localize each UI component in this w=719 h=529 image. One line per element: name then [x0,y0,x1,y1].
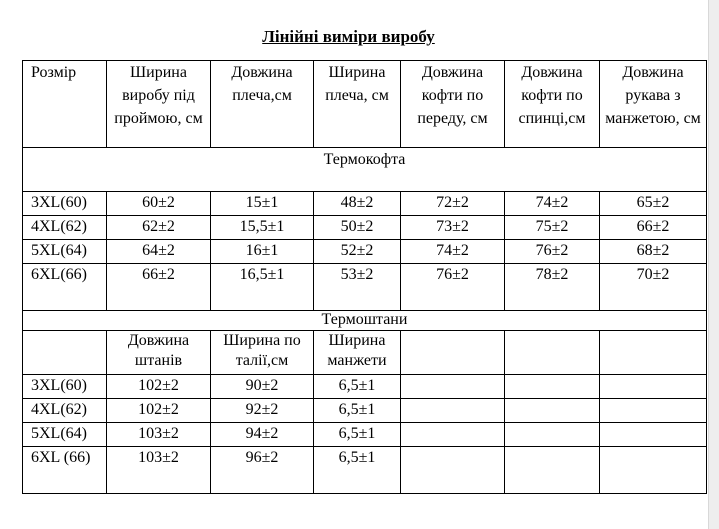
value-cell: 76±2 [505,240,600,264]
section-title-bottom: Термоштани [23,311,707,331]
table-row [23,264,707,311]
table-row [23,399,707,423]
value-cell: 103±2 [107,447,211,494]
value-cell: 6,5±1 [314,399,401,423]
size-cell: 3XL(60) [23,192,107,216]
value-cell: 66±2 [107,264,211,311]
value-cell: 102±2 [107,399,211,423]
empty-cell [505,423,600,447]
table-row [23,423,707,447]
value-cell: 66±2 [600,216,707,240]
table-row [23,216,707,240]
empty-cell [505,399,600,423]
size-cell: 5XL(64) [23,423,107,447]
empty-cell [505,331,600,375]
header-pants-length: Довжина штанів [107,331,211,375]
size-cell: 6XL(66) [23,264,107,311]
header-cuff-width: Ширина манжети [314,331,401,375]
value-cell: 65±2 [600,192,707,216]
value-cell: 68±2 [600,240,707,264]
empty-cell [600,399,707,423]
value-cell: 6,5±1 [314,423,401,447]
header-product-width: Ширина виробу під проймою, см [107,61,211,148]
empty-cell [401,423,505,447]
empty-cell [401,399,505,423]
header-waist-width: Ширина по талії,см [211,331,314,375]
table-row [23,447,707,494]
value-cell: 74±2 [401,240,505,264]
empty-cell [600,375,707,399]
value-cell: 72±2 [401,192,505,216]
value-cell: 75±2 [505,216,600,240]
header-shoulder-width: Ширина плеча, см [314,61,401,148]
value-cell: 60±2 [107,192,211,216]
size-cell: 3XL(60) [23,375,107,399]
value-cell: 96±2 [211,447,314,494]
section-row-top [23,148,707,192]
value-cell: 6,5±1 [314,447,401,494]
size-cell: 4XL(62) [23,216,107,240]
value-cell: 48±2 [314,192,401,216]
document-title: Лінійні виміри виробу [262,27,435,46]
value-cell: 92±2 [211,399,314,423]
header-sleeve-length: Довжина рукава з манжетою, см [600,61,707,148]
value-cell: 50±2 [314,216,401,240]
table-header-row [23,61,707,148]
size-cell: 5XL(64) [23,240,107,264]
value-cell: 64±2 [107,240,211,264]
empty-cell [401,375,505,399]
table-subheader-row [23,331,707,375]
value-cell: 76±2 [401,264,505,311]
section-title-top: Термокофта [23,148,707,192]
window-edge [708,0,719,529]
empty-cell [600,423,707,447]
value-cell: 102±2 [107,375,211,399]
header-front-length: Довжина кофти по переду, см [401,61,505,148]
empty-cell [600,447,707,494]
size-cell: 4XL(62) [23,399,107,423]
value-cell: 53±2 [314,264,401,311]
empty-cell [401,331,505,375]
value-cell: 90±2 [211,375,314,399]
table-row [23,240,707,264]
value-cell: 15±1 [211,192,314,216]
header-size: Розмір [23,61,107,148]
size-cell: 6XL (66) [23,447,107,494]
value-cell: 16,5±1 [211,264,314,311]
value-cell: 52±2 [314,240,401,264]
empty-cell [23,331,107,375]
value-cell: 78±2 [505,264,600,311]
table-row [23,375,707,399]
value-cell: 16±1 [211,240,314,264]
value-cell: 94±2 [211,423,314,447]
empty-cell [600,331,707,375]
empty-cell [505,447,600,494]
value-cell: 74±2 [505,192,600,216]
value-cell: 62±2 [107,216,211,240]
table-row [23,192,707,216]
header-shoulder-length: Довжина плеча,см [211,61,314,148]
value-cell: 103±2 [107,423,211,447]
value-cell: 6,5±1 [314,375,401,399]
header-back-length: Довжина кофти по спинці,см [505,61,600,148]
measurements-table [22,60,707,494]
value-cell: 73±2 [401,216,505,240]
section-row-bottom [23,311,707,331]
empty-cell [401,447,505,494]
empty-cell [505,375,600,399]
value-cell: 70±2 [600,264,707,311]
value-cell: 15,5±1 [211,216,314,240]
